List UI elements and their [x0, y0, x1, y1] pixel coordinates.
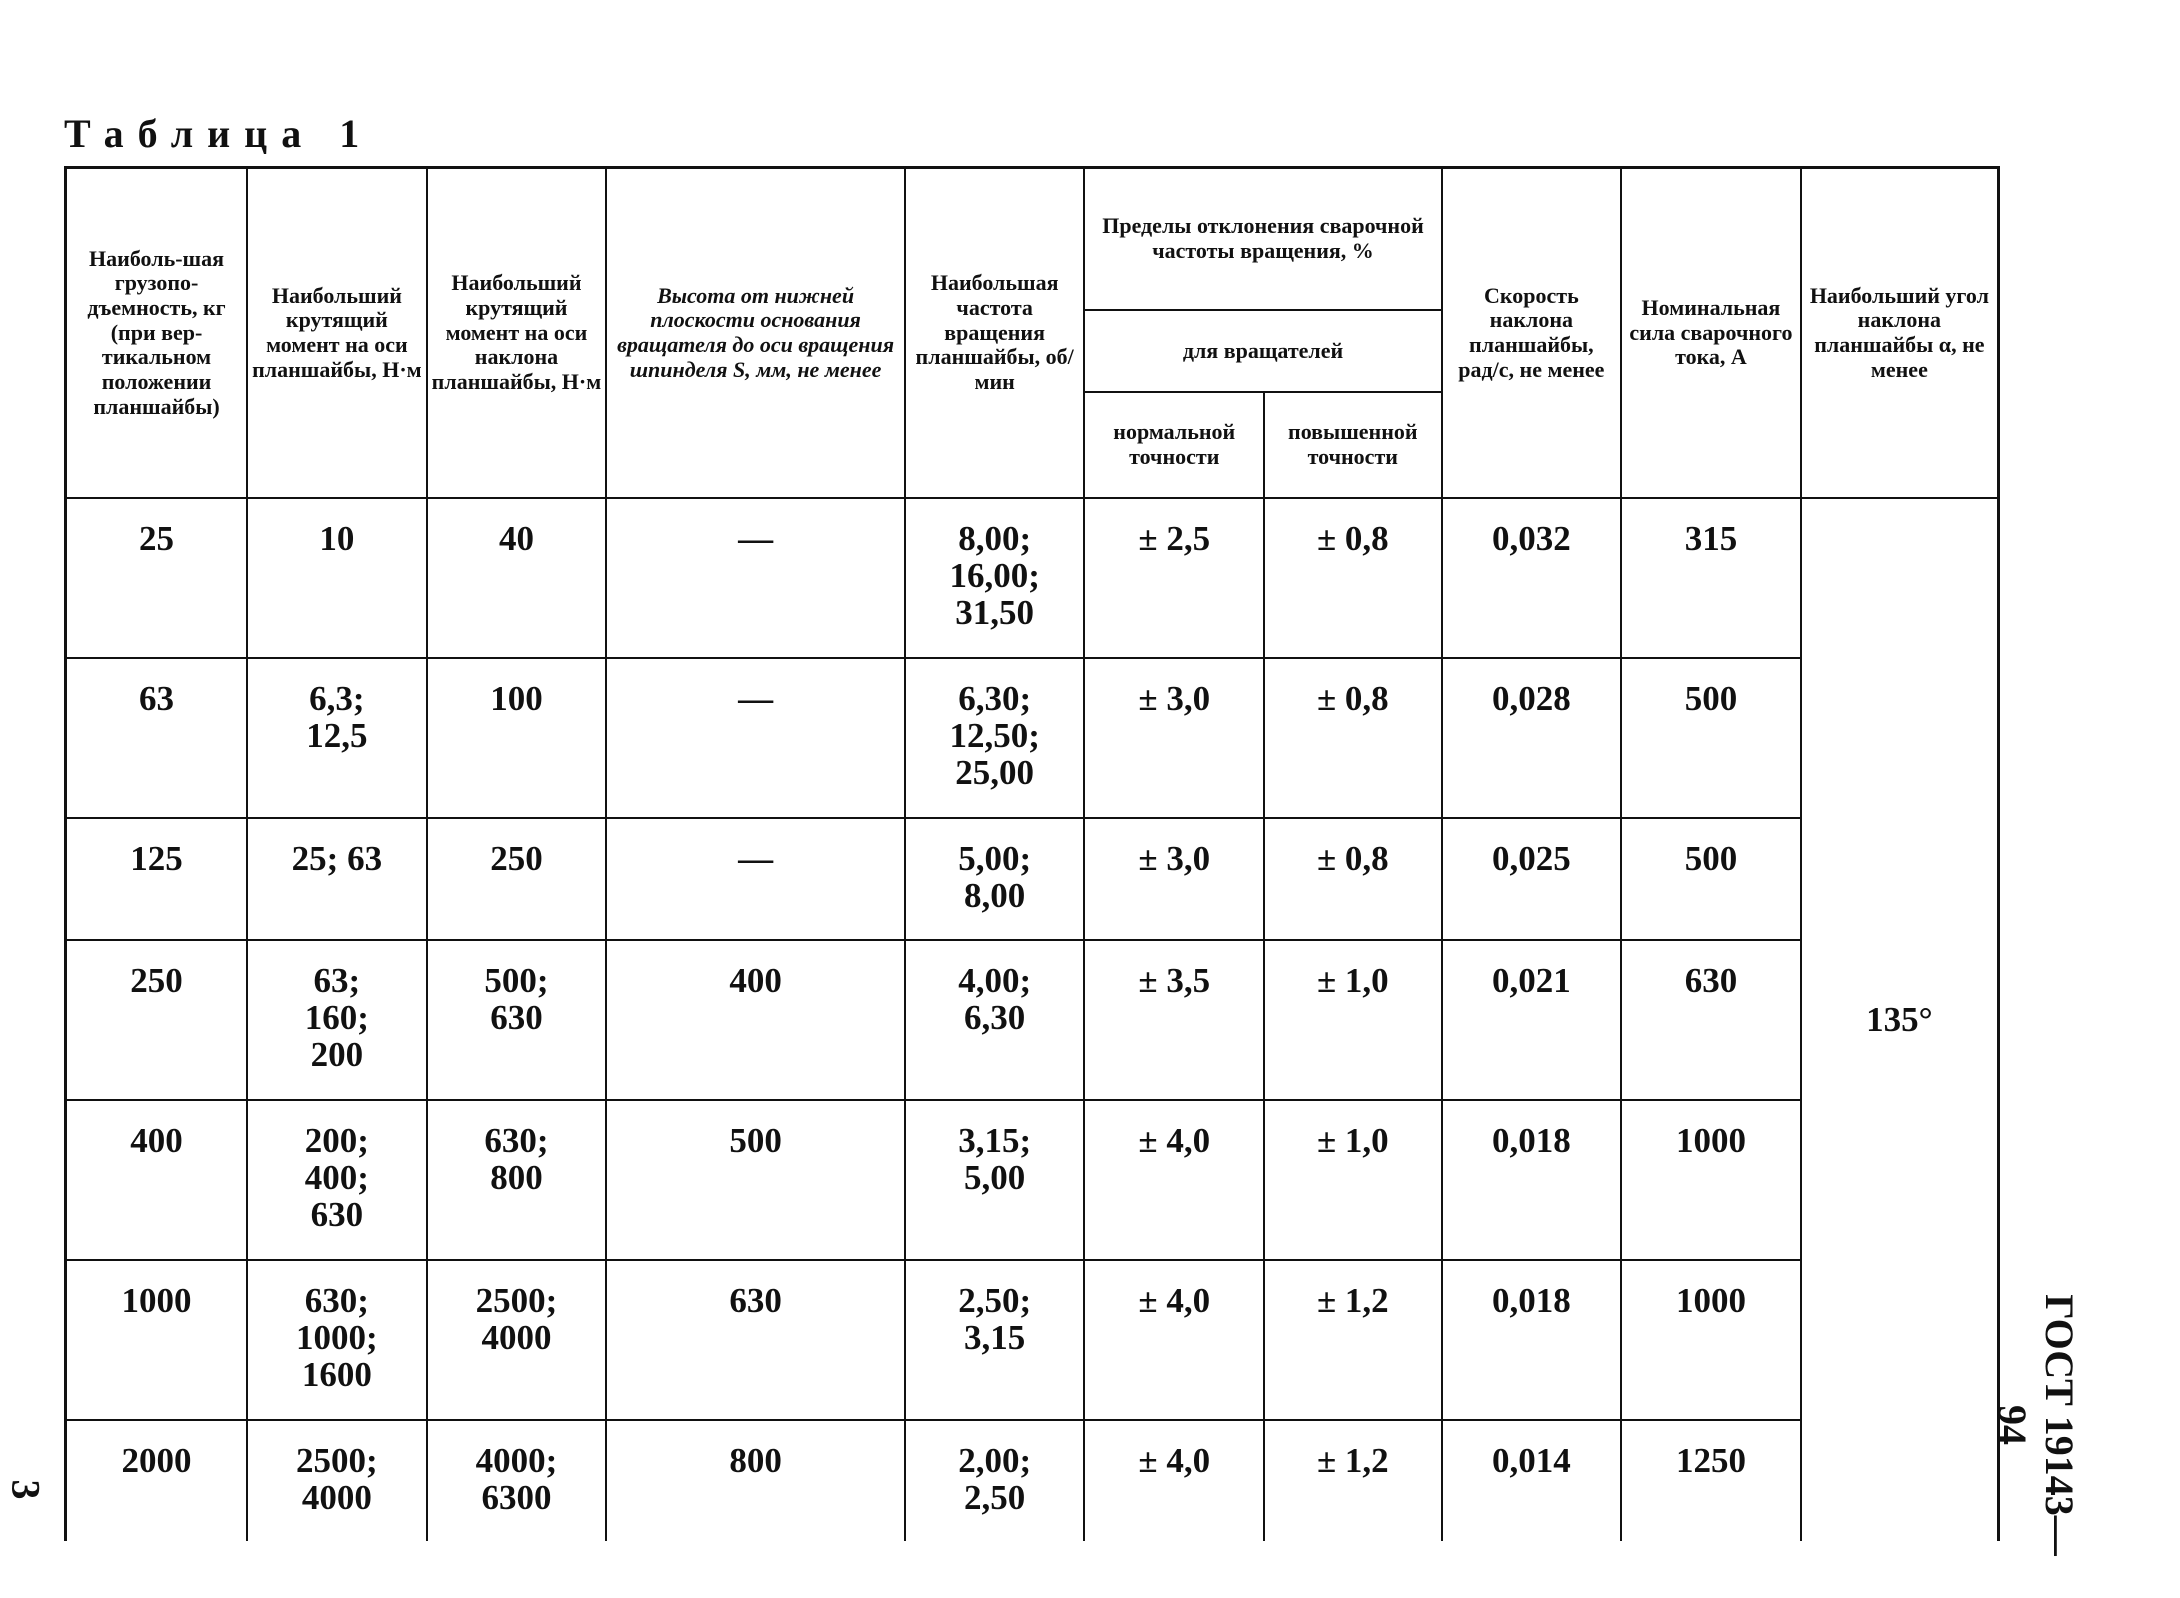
cell-tilt-angle: 135°	[1801, 498, 1999, 1541]
header-torque-axis: Наибольший крутящий момент на оси планшайбы, Н·м	[247, 168, 427, 499]
cell-torque-tilt-line: 500;	[484, 961, 549, 1000]
cell-torque-axis-line: 12,5	[306, 715, 368, 755]
cell-current: 1250	[1621, 1420, 1801, 1541]
cell-torque-axis	[247, 1260, 427, 1420]
cell-tilt-speed: 0,014	[1442, 1420, 1622, 1541]
cell-frequency-line: 5,00	[964, 1157, 1026, 1197]
cell-dev-high: ± 1,2	[1264, 1260, 1442, 1420]
table-row	[66, 1260, 1999, 1420]
cell-dev-high: ± 1,2	[1264, 1420, 1442, 1541]
cell-height: 630	[606, 1260, 905, 1420]
cell-frequency-line: 2,00;	[958, 1441, 1032, 1480]
cell-frequency-line: 6,30	[964, 997, 1026, 1037]
cell-tilt-speed: 0,025	[1442, 818, 1622, 940]
header-normal-accuracy: нормальной точности	[1084, 392, 1264, 498]
table-row	[66, 940, 1999, 1100]
cell-tilt-speed: 0,021	[1442, 940, 1622, 1100]
cell-torque-axis-line: 1000;	[296, 1317, 378, 1357]
table-row	[66, 1420, 1999, 1541]
cell-current: 500	[1621, 658, 1801, 818]
cell-torque-axis	[247, 940, 427, 1100]
table-caption: Таблица 1	[64, 111, 374, 156]
cell-frequency	[905, 658, 1085, 818]
cell-tilt-speed: 0,028	[1442, 658, 1622, 818]
header-for-rotators: для вращателей	[1084, 310, 1441, 392]
cell-dev-high: ± 1,0	[1264, 940, 1442, 1100]
cell-torque-axis-line: 10	[319, 519, 355, 558]
cell-torque-tilt-line: 630	[490, 997, 543, 1037]
cell-frequency-line: 16,00;	[949, 555, 1040, 595]
cell-height: 800	[606, 1420, 905, 1541]
page-number: 3	[3, 1479, 49, 1500]
cell-torque-axis	[247, 818, 427, 940]
cell-torque-axis	[247, 658, 427, 818]
cell-frequency	[905, 1420, 1085, 1541]
cell-torque-tilt-line: 250	[490, 839, 543, 878]
cell-torque-tilt-line: 6300	[481, 1477, 552, 1517]
cell-torque-axis-line: 6,3;	[309, 679, 365, 718]
cell-torque-tilt	[427, 1260, 607, 1420]
cell-dev-normal: ± 4,0	[1084, 1100, 1264, 1260]
cell-torque-axis-line: 630;	[304, 1281, 369, 1320]
cell-tilt-speed: 0,018	[1442, 1100, 1622, 1260]
cell-frequency-line: 5,00;	[958, 839, 1032, 878]
cell-torque-axis-line: 2500;	[296, 1441, 378, 1480]
table-row	[66, 498, 1999, 658]
cell-current: 1000	[1621, 1260, 1801, 1420]
header-tilt-speed: Скорость наклона планшайбы, рад/с, не менее	[1442, 168, 1622, 499]
cell-torque-axis	[247, 498, 427, 658]
cell-torque-tilt	[427, 1420, 607, 1541]
cell-load: 2000	[66, 1420, 248, 1541]
cell-height: 400	[606, 940, 905, 1100]
cell-torque-tilt	[427, 658, 607, 818]
cell-frequency	[905, 940, 1085, 1100]
cell-frequency-line: 12,50;	[949, 715, 1040, 755]
header-torque-tilt: Наибольший крутящий момент на оси наклона планшайбы, Н·м	[427, 168, 607, 499]
cell-frequency-line: 31,50	[955, 592, 1035, 632]
cell-torque-tilt	[427, 1100, 607, 1260]
cell-dev-high: ± 0,8	[1264, 818, 1442, 940]
cell-height: 500	[606, 1100, 905, 1260]
cell-frequency-line: 3,15	[964, 1317, 1026, 1357]
cell-frequency	[905, 1100, 1085, 1260]
cell-torque-axis-line: 200;	[304, 1121, 369, 1160]
cell-torque-axis-line: 400;	[304, 1157, 369, 1197]
cell-torque-axis	[247, 1100, 427, 1260]
cell-dev-normal: ± 4,0	[1084, 1260, 1264, 1420]
cell-torque-axis-line: 160;	[304, 997, 369, 1037]
cell-torque-tilt	[427, 498, 607, 658]
cell-torque-axis-line: 630	[310, 1194, 364, 1234]
header-welding-current: Номинальная сила сварочного тока, А	[1621, 168, 1801, 499]
cell-height: —	[606, 818, 905, 940]
cell-frequency	[905, 818, 1085, 940]
cell-frequency-line: 25,00	[955, 752, 1035, 792]
cell-load: 125	[66, 818, 248, 940]
cell-torque-axis-line: 200	[310, 1034, 364, 1074]
cell-height: —	[606, 498, 905, 658]
table-row	[66, 1100, 1999, 1260]
header-deviation-group: Пределы отклонения сварочной частоты вращения, %	[1084, 168, 1441, 311]
cell-current: 630	[1621, 940, 1801, 1100]
table-row	[66, 658, 1999, 818]
cell-torque-tilt-line: 4000	[481, 1317, 552, 1357]
cell-frequency-line: 8,00	[964, 875, 1026, 915]
cell-frequency-line: 2,50	[964, 1477, 1026, 1517]
cell-load: 400	[66, 1100, 248, 1260]
specs-table	[64, 166, 2000, 1541]
header-tilt-angle: Наибольший угол наклона планшайбы α, не менее	[1801, 168, 1999, 499]
cell-tilt-speed: 0,018	[1442, 1260, 1622, 1420]
cell-frequency-line: 8,00;	[958, 519, 1032, 558]
cell-torque-tilt-line: 800	[490, 1157, 543, 1197]
cell-torque-tilt-line: 2500;	[475, 1281, 558, 1320]
cell-load: 63	[66, 658, 248, 818]
cell-frequency	[905, 498, 1085, 658]
cell-torque-tilt-line: 100	[490, 679, 543, 718]
cell-dev-normal: ± 3,0	[1084, 658, 1264, 818]
cell-current: 315	[1621, 498, 1801, 658]
table-row	[66, 818, 1999, 940]
cell-torque-axis-line: 4000	[301, 1477, 372, 1517]
cell-dev-normal: ± 4,0	[1084, 1420, 1264, 1541]
cell-dev-normal: ± 3,0	[1084, 818, 1264, 940]
cell-frequency-line: 3,15;	[958, 1121, 1032, 1160]
cell-dev-high: ± 1,0	[1264, 1100, 1442, 1260]
cell-torque-axis-line: 63;	[313, 961, 361, 1000]
header-high-accuracy: повышенной точности	[1264, 392, 1442, 498]
cell-height: —	[606, 658, 905, 818]
cell-torque-axis-line: 25; 63	[291, 839, 383, 878]
cell-frequency-line: 6,30;	[958, 679, 1032, 718]
cell-dev-normal: ± 2,5	[1084, 498, 1264, 658]
standard-label: ГОСТ 19143—94	[1990, 1294, 2082, 1556]
cell-load: 25	[66, 498, 248, 658]
cell-torque-tilt	[427, 818, 607, 940]
cell-torque-tilt-line: 40	[498, 519, 534, 558]
cell-dev-normal: ± 3,5	[1084, 940, 1264, 1100]
header-height: Высота от нижней плоскости основания вращателя до оси вращения шпинделя S, мм, не менее	[606, 168, 905, 499]
header-load-capacity: Наиболь-шая грузопо-дъемность, кг (при вер-тикальном положении планшайбы)	[66, 168, 248, 499]
cell-current: 500	[1621, 818, 1801, 940]
cell-frequency	[905, 1260, 1085, 1420]
cell-load: 1000	[66, 1260, 248, 1420]
cell-tilt-speed: 0,032	[1442, 498, 1622, 658]
cell-current: 1000	[1621, 1100, 1801, 1260]
cell-torque-tilt-line: 630;	[484, 1121, 549, 1160]
header-max-frequency: Наибольшая частота вращения планшайбы, об/мин	[905, 168, 1085, 499]
cell-torque-tilt-line: 4000;	[475, 1441, 558, 1480]
cell-torque-axis	[247, 1420, 427, 1541]
cell-dev-high: ± 0,8	[1264, 498, 1442, 658]
cell-torque-tilt	[427, 940, 607, 1100]
cell-frequency-line: 2,50;	[958, 1281, 1032, 1320]
cell-dev-high: ± 0,8	[1264, 658, 1442, 818]
cell-torque-axis-line: 1600	[301, 1354, 372, 1394]
cell-load: 250	[66, 940, 248, 1100]
cell-frequency-line: 4,00;	[958, 961, 1032, 1000]
